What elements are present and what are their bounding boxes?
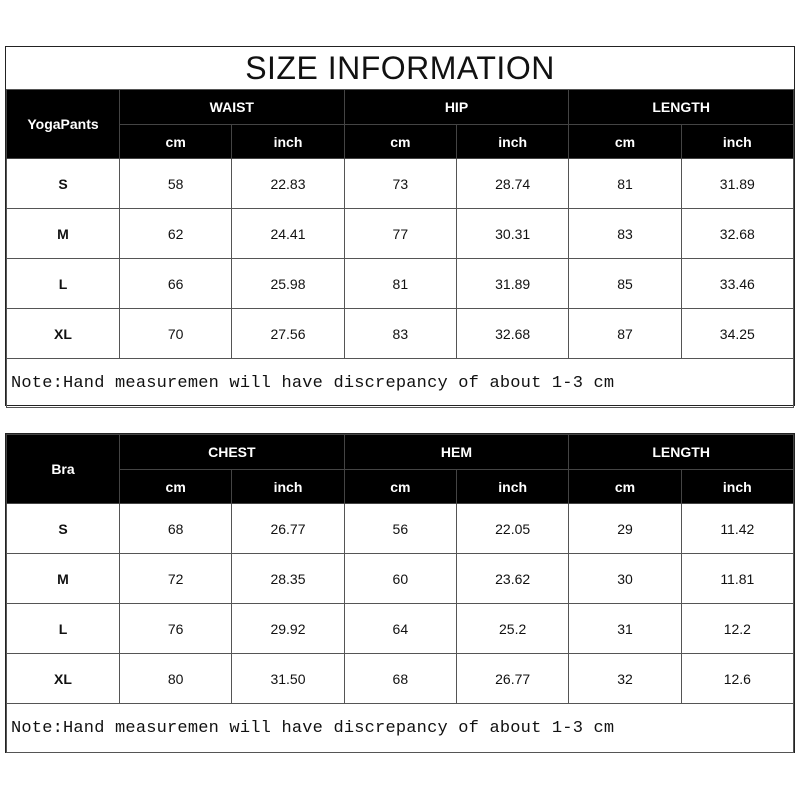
group-header: HEM bbox=[344, 435, 569, 470]
value-cell: 25.98 bbox=[232, 259, 344, 309]
size-cell: L bbox=[7, 259, 120, 309]
value-cell: 30.31 bbox=[456, 209, 568, 259]
unit-header: cm bbox=[569, 470, 681, 504]
size-cell: XL bbox=[7, 309, 120, 359]
table-row bbox=[7, 654, 794, 704]
value-cell: 68 bbox=[344, 654, 456, 704]
value-cell: 81 bbox=[344, 259, 456, 309]
value-cell: 64 bbox=[344, 604, 456, 654]
value-cell: 22.83 bbox=[232, 159, 344, 209]
table-row bbox=[7, 554, 794, 604]
value-cell: 87 bbox=[569, 309, 681, 359]
bra-table bbox=[6, 434, 794, 753]
unit-header: inch bbox=[232, 470, 344, 504]
value-cell: 66 bbox=[120, 259, 232, 309]
value-cell: 31.89 bbox=[456, 259, 568, 309]
bra-size-table bbox=[5, 433, 795, 753]
value-cell: 81 bbox=[569, 159, 681, 209]
table-row bbox=[7, 259, 794, 309]
value-cell: 31.50 bbox=[232, 654, 344, 704]
table-body bbox=[7, 504, 794, 704]
value-cell: 70 bbox=[120, 309, 232, 359]
value-cell: 28.35 bbox=[232, 554, 344, 604]
value-cell: 34.25 bbox=[681, 309, 793, 359]
yogapants-size-table bbox=[5, 46, 795, 406]
unit-header: cm bbox=[569, 125, 681, 159]
unit-header: inch bbox=[232, 125, 344, 159]
value-cell: 32 bbox=[569, 654, 681, 704]
value-cell: 62 bbox=[120, 209, 232, 259]
value-cell: 24.41 bbox=[232, 209, 344, 259]
yogapants-table bbox=[6, 47, 794, 408]
value-cell: 58 bbox=[120, 159, 232, 209]
group-header: HIP bbox=[344, 90, 569, 125]
size-cell: L bbox=[7, 604, 120, 654]
size-cell: M bbox=[7, 209, 120, 259]
table-row bbox=[7, 159, 794, 209]
value-cell: 33.46 bbox=[681, 259, 793, 309]
value-cell: 30 bbox=[569, 554, 681, 604]
value-cell: 26.77 bbox=[456, 654, 568, 704]
value-cell: 85 bbox=[569, 259, 681, 309]
table-row bbox=[7, 209, 794, 259]
measurement-note: Note:Hand measuremen will have discrepancy of about 1-3 cm bbox=[7, 704, 794, 753]
value-cell: 31.89 bbox=[681, 159, 793, 209]
group-header: WAIST bbox=[120, 90, 345, 125]
value-cell: 32.68 bbox=[456, 309, 568, 359]
value-cell: 22.05 bbox=[456, 504, 568, 554]
unit-header: cm bbox=[344, 470, 456, 504]
value-cell: 60 bbox=[344, 554, 456, 604]
value-cell: 28.74 bbox=[456, 159, 568, 209]
unit-header: cm bbox=[344, 125, 456, 159]
measurement-note: Note:Hand measuremen will have discrepancy of about 1-3 cm bbox=[7, 359, 794, 408]
value-cell: 56 bbox=[344, 504, 456, 554]
page-title: SIZE INFORMATION bbox=[7, 47, 794, 90]
group-header: LENGTH bbox=[569, 435, 794, 470]
value-cell: 11.42 bbox=[681, 504, 793, 554]
value-cell: 29 bbox=[569, 504, 681, 554]
value-cell: 12.2 bbox=[681, 604, 793, 654]
unit-header: inch bbox=[681, 125, 793, 159]
size-cell: M bbox=[7, 554, 120, 604]
value-cell: 73 bbox=[344, 159, 456, 209]
unit-header: cm bbox=[120, 470, 232, 504]
value-cell: 27.56 bbox=[232, 309, 344, 359]
value-cell: 83 bbox=[569, 209, 681, 259]
group-header: CHEST bbox=[120, 435, 345, 470]
value-cell: 11.81 bbox=[681, 554, 793, 604]
value-cell: 32.68 bbox=[681, 209, 793, 259]
value-cell: 23.62 bbox=[456, 554, 568, 604]
unit-header: inch bbox=[681, 470, 793, 504]
value-cell: 68 bbox=[120, 504, 232, 554]
group-header: LENGTH bbox=[569, 90, 794, 125]
table-label: Bra bbox=[7, 435, 120, 504]
unit-header: inch bbox=[456, 125, 568, 159]
table-row bbox=[7, 309, 794, 359]
value-cell: 12.6 bbox=[681, 654, 793, 704]
value-cell: 72 bbox=[120, 554, 232, 604]
size-cell: XL bbox=[7, 654, 120, 704]
unit-header: cm bbox=[120, 125, 232, 159]
value-cell: 25.2 bbox=[456, 604, 568, 654]
size-cell: S bbox=[7, 159, 120, 209]
table-row bbox=[7, 604, 794, 654]
unit-header: inch bbox=[456, 470, 568, 504]
value-cell: 31 bbox=[569, 604, 681, 654]
table-row bbox=[7, 504, 794, 554]
value-cell: 80 bbox=[120, 654, 232, 704]
value-cell: 83 bbox=[344, 309, 456, 359]
value-cell: 77 bbox=[344, 209, 456, 259]
value-cell: 26.77 bbox=[232, 504, 344, 554]
table-label: YogaPants bbox=[7, 90, 120, 159]
value-cell: 76 bbox=[120, 604, 232, 654]
value-cell: 29.92 bbox=[232, 604, 344, 654]
size-cell: S bbox=[7, 504, 120, 554]
table-body bbox=[7, 159, 794, 359]
